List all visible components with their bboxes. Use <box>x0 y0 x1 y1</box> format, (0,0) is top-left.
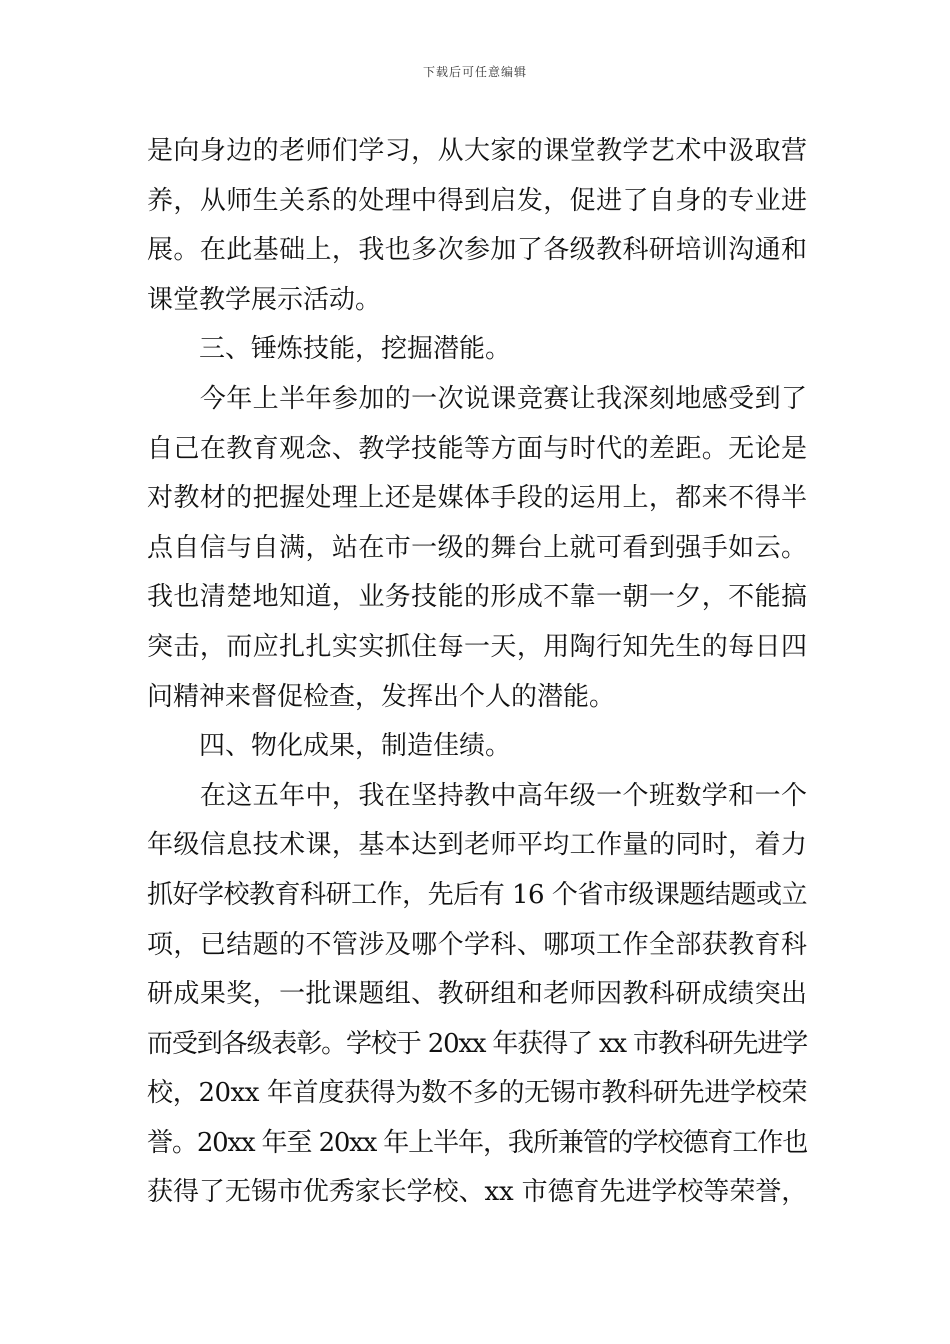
document-body <box>147 127 807 1218</box>
text-line: 校，20xx 年首度获得为数不多的无锡市教科研先进学校荣 <box>147 1078 807 1109</box>
text-line: 誉。20xx 年至 20xx 年上半年，我所兼管的学校德育工作也 <box>147 1127 807 1158</box>
text-line: 抓好学校教育科研工作，先后有 16 个省市级课题结题或立 <box>147 879 807 910</box>
text-line: 研成果奖，一批课题组、教研组和老师因教科研成绩突出 <box>147 979 807 1010</box>
section-heading: 三、锤炼技能，挖掘潜能。 <box>147 334 512 365</box>
text-line: 自己在教育观念、教学技能等方面与时代的差距。无论是 <box>147 433 807 464</box>
text-line: 问精神来督促检查，发挥出个人的潜能。 <box>147 681 616 712</box>
text-line: 今年上半年参加的一次说课竞赛让我深刻地感受到了 <box>147 383 807 414</box>
text-line: 我也清楚地知道，业务技能的形成不靠一朝一夕，不能搞 <box>147 582 807 613</box>
text-line: 对教材的把握处理上还是媒体手段的运用上，都来不得半 <box>147 483 807 514</box>
text-line: 是向身边的老师们学习，从大家的课堂教学艺术中汲取营 <box>147 136 807 166</box>
section-heading: 四、物化成果，制造佳绩。 <box>147 731 512 762</box>
text-line: 突击，而应扎扎实实抓住每一天，用陶行知先生的每日四 <box>147 631 807 662</box>
text-line: 展。在此基础上，我也多次参加了各级教科研培训沟通和 <box>147 235 807 266</box>
text-line: 在这五年中，我在坚持教中高年级一个班数学和一个 <box>147 780 807 811</box>
text-line: 课堂教学展示活动。 <box>147 284 382 315</box>
page-header-note: 下载后可任意编辑 <box>422 65 527 79</box>
text-line: 获得了无锡市优秀家长学校、xx 市德育先进学校等荣誉， <box>147 1177 807 1208</box>
text-line: 项，已结题的不管涉及哪个学科、哪项工作全部获教育科 <box>147 929 807 960</box>
text-line: 养，从师生关系的处理中得到启发，促进了自身的专业进 <box>147 185 807 216</box>
text-line: 点自信与自满，站在市一级的舞台上就可看到强手如云。 <box>147 532 807 563</box>
text-line: 年级信息技术课，基本达到老师平均工作量的同时，着力 <box>147 830 807 861</box>
text-line: 而受到各级表彰。学校于 20xx 年获得了 xx 市教科研先进学 <box>147 1028 807 1059</box>
